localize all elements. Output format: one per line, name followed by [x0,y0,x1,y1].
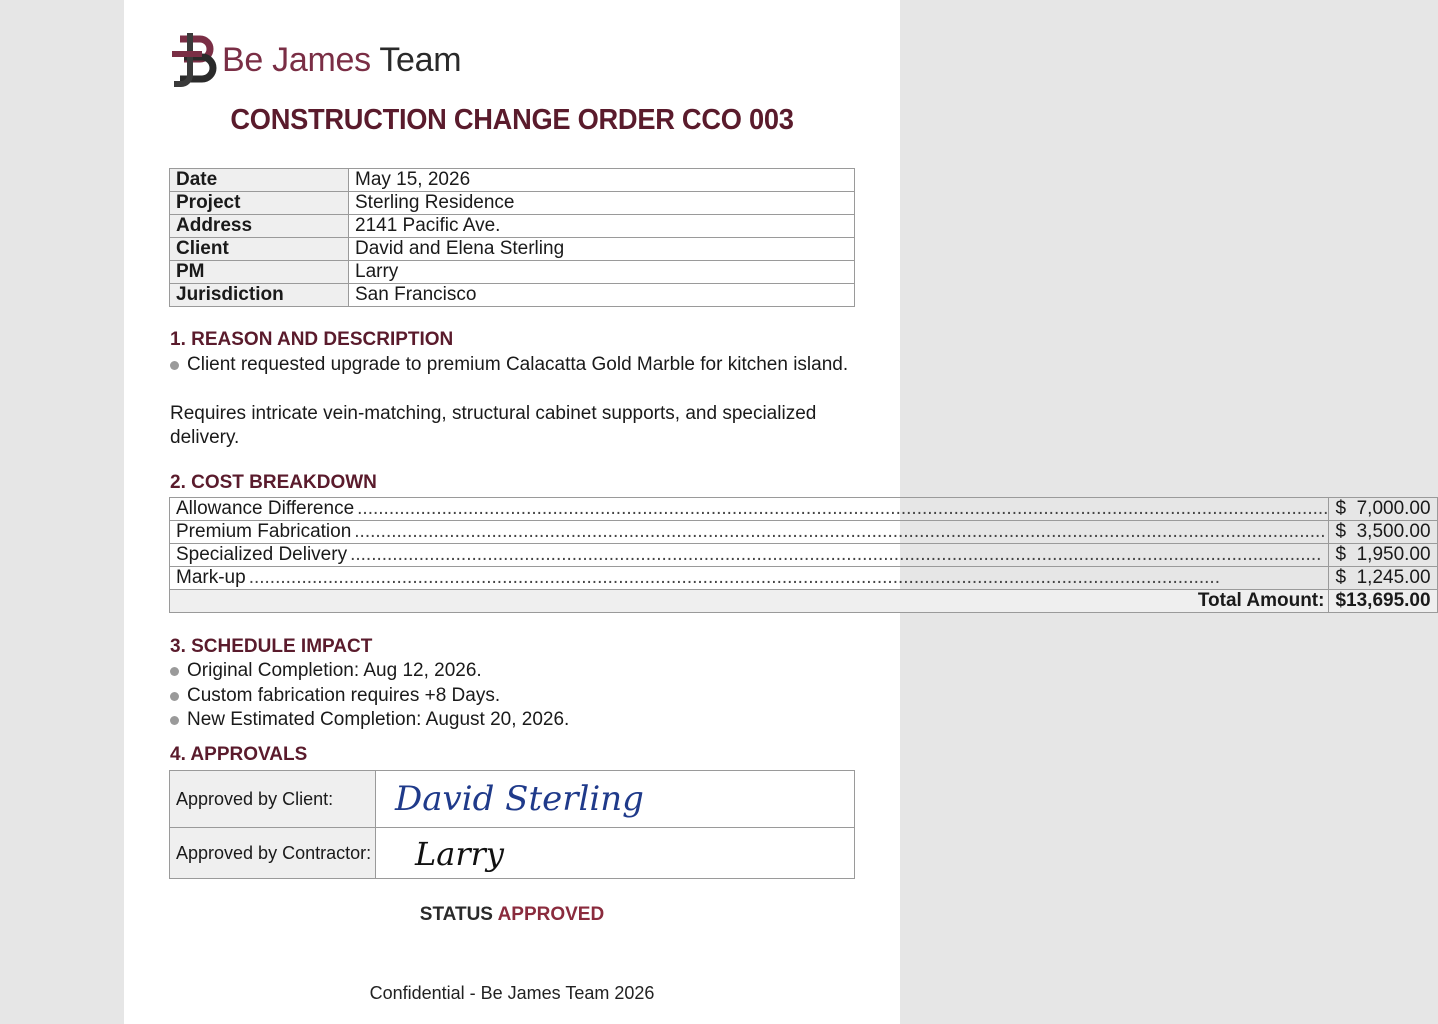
schedule-bullet-text: New Estimated Completion: August 20, 2026. [187,709,570,730]
document-title: CONSTRUCTION CHANGE ORDER CCO 003 [230,104,794,136]
cost-item-cell [170,498,1329,521]
cost-item-label: Specialized Delivery [176,544,348,565]
cost-total-row [170,590,1438,613]
info-row [170,238,855,261]
dot-leader [249,567,1329,589]
bullet-dot-icon [170,667,179,676]
cost-row [170,521,1438,544]
bullet-dot-icon [170,361,179,370]
currency-symbol: $ [1335,590,1347,611]
contractor-signature-cell [376,828,855,879]
info-key: Client [170,238,349,261]
total-label: Total Amount: [170,590,1329,613]
company-name-part1: Be James [222,40,371,79]
bj-monogram-icon [170,31,216,89]
cost-amount-cell [1329,544,1437,567]
info-value: 2141 Pacific Ave. [349,215,855,238]
reason-bullet-text: Client requested upgrade to premium Calacatta Gold Marble for kitchen island. [187,354,849,375]
info-value: San Francisco [349,284,855,307]
info-value: Sterling Residence [349,192,855,215]
status-badge: APPROVED [497,904,605,925]
footer-text: Confidential - Be James Team 2026 [369,983,655,1003]
dot-leader [354,521,1328,543]
currency-symbol: $ [1335,544,1347,565]
info-value: Larry [349,261,855,284]
cost-row [170,567,1438,590]
approvals-table [169,770,855,879]
dot-leader [357,498,1328,520]
cost-amount: 1,245.00 [1356,567,1431,588]
info-row [170,261,855,284]
info-value: May 15, 2026 [349,169,855,192]
status-label: STATUS [419,904,493,925]
info-key: Date [170,169,349,192]
reason-bullet [170,354,848,376]
cost-item-cell [170,567,1329,590]
info-row [170,169,855,192]
schedule-bullet [170,709,569,731]
cost-item-cell [170,544,1329,567]
info-row [170,284,855,307]
cost-item-label: Allowance Difference [176,498,355,519]
company-name-part2: Team [379,40,462,79]
contractor-signature-text: Larry [415,835,504,873]
project-info-table [169,168,855,307]
section-heading-schedule: 3. SCHEDULE IMPACT [170,636,373,657]
currency-symbol: $ [1335,521,1347,542]
cost-amount-cell [1329,498,1437,521]
info-value: David and Elena Sterling [349,238,855,261]
approval-label: Approved by Client: [170,771,376,828]
info-key: Jurisdiction [170,284,349,307]
info-row [170,215,855,238]
cost-item-cell [170,521,1329,544]
total-amount-cell [1329,590,1437,613]
cost-item-label: Premium Fabrication [176,521,352,542]
company-name [222,41,461,80]
section-heading-reason: 1. REASON AND DESCRIPTION [170,329,454,350]
currency-symbol: $ [1335,567,1347,588]
contractor-signature [377,829,577,877]
cost-row [170,498,1438,521]
dot-leader [350,544,1328,566]
section-heading-cost: 2. COST BREAKDOWN [170,472,377,493]
info-key: Project [170,192,349,215]
client-signature [377,772,644,826]
currency-symbol: $ [1335,498,1347,519]
schedule-bullet-text: Custom fabrication requires +8 Days. [187,685,501,706]
bullet-dot-icon [170,716,179,725]
total-amount: 13,695.00 [1346,590,1431,611]
info-key: Address [170,215,349,238]
approval-label: Approved by Contractor: [170,828,376,879]
schedule-bullet [170,685,500,707]
schedule-bullet [170,660,482,682]
cost-amount: 7,000.00 [1356,498,1431,519]
cost-amount: 1,950.00 [1356,544,1431,565]
client-signature-cell [376,771,855,828]
cost-amount-cell [1329,521,1437,544]
cost-row [170,544,1438,567]
document-page [124,0,1431,1024]
cost-breakdown-table [169,497,1438,613]
approval-row [170,828,855,879]
reason-paragraph: Requires intricate vein-matching, structural cabinet supports, and specialized delivery. [170,403,817,448]
cost-amount-cell [1329,567,1437,590]
info-row [170,192,855,215]
client-signature-text: David Sterling [395,779,644,819]
schedule-bullet-text: Original Completion: Aug 12, 2026. [187,660,482,681]
company-logo [170,30,461,90]
status-line [124,904,900,926]
section-heading-approvals: 4. APPROVALS [170,744,308,765]
cost-item-label: Mark-up [176,567,246,588]
info-key: PM [170,261,349,284]
cost-amount: 3,500.00 [1356,521,1431,542]
bullet-dot-icon [170,692,179,701]
approval-row [170,771,855,828]
